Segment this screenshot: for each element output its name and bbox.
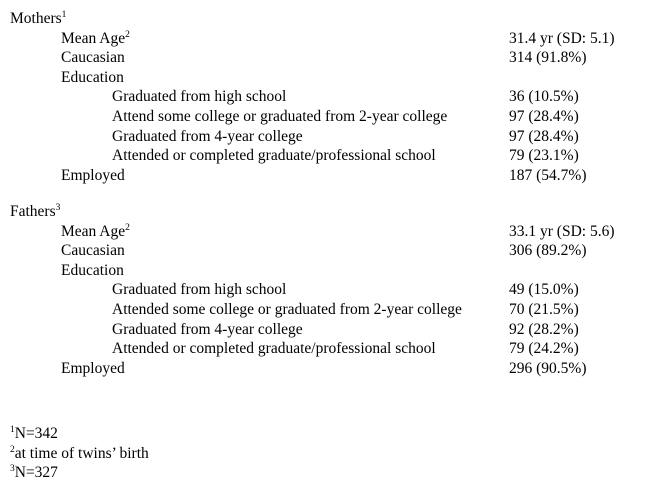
footnote-marker: 3	[55, 202, 61, 213]
row-value: 36 (10.5%)	[509, 88, 579, 106]
section-header-text: Fathers	[10, 202, 56, 220]
row-label: Employed	[61, 359, 125, 377]
row-value: 49 (15.0%)	[509, 281, 579, 299]
row-value: 296 (90.5%)	[509, 359, 587, 377]
table-row	[112, 107, 447, 127]
table-row	[112, 146, 436, 166]
table-row	[61, 222, 130, 242]
footnote-marker: 2	[125, 29, 130, 40]
section-header	[10, 202, 60, 222]
footnote-text: N=327	[14, 464, 58, 482]
section-header	[10, 9, 66, 29]
row-value: 33.1 yr (SD: 5.6)	[509, 222, 615, 240]
row-label: Caucasian	[61, 49, 125, 67]
table-row	[112, 339, 436, 359]
table-row	[61, 359, 125, 379]
row-value: 70 (21.5%)	[509, 300, 579, 318]
footnote-marker: 2	[10, 444, 15, 455]
row-value: 187 (54.7%)	[509, 166, 587, 184]
row-label: Graduated from high school	[112, 88, 287, 106]
table-row	[61, 29, 130, 49]
table-row	[61, 241, 125, 261]
section-header-text: Mothers	[10, 10, 62, 27]
row-label: Attended or completed graduate/professional school	[112, 340, 436, 358]
row-value: 31.4 yr (SD: 5.1)	[509, 29, 615, 47]
row-label: Graduated from 4-year college	[112, 127, 303, 145]
footnote-text: at time of twins’ birth	[14, 444, 149, 462]
table-row	[112, 300, 462, 320]
row-label: Mean Age	[61, 29, 126, 47]
footnote-marker: 2	[125, 222, 130, 233]
table-row	[61, 261, 124, 281]
row-label: Attended some college or graduated from 2-year college	[112, 300, 462, 318]
row-label: Graduated from high school	[112, 281, 287, 299]
row-value: 306 (89.2%)	[509, 242, 587, 260]
footnote-marker: 3	[10, 464, 15, 475]
row-value: 79 (24.2%)	[509, 340, 579, 358]
footnote-marker: 1	[10, 425, 15, 435]
row-label: Attend some college or graduated from 2-year college	[112, 108, 448, 125]
footnote-marker: 1	[61, 10, 67, 20]
row-value: 79 (23.1%)	[509, 147, 579, 165]
footnote	[10, 463, 58, 483]
row-label: Attended or completed graduate/professional school	[112, 147, 436, 165]
row-label: Education	[61, 68, 124, 86]
table-row	[112, 280, 286, 300]
row-value: 92 (28.2%)	[509, 320, 579, 338]
table-row	[112, 320, 303, 340]
row-label: Education	[61, 261, 124, 279]
row-label: Graduated from 4-year college	[112, 320, 303, 338]
row-label: Mean Age	[61, 222, 126, 240]
row-value: 97 (28.4%)	[509, 127, 579, 145]
footnote	[10, 444, 149, 464]
table-row	[61, 166, 125, 186]
footnote-text: N=342	[14, 425, 58, 442]
table-row	[61, 48, 125, 68]
table-row	[61, 68, 124, 88]
row-label: Employed	[61, 166, 125, 184]
row-label: Caucasian	[61, 242, 125, 260]
row-value: 97 (28.4%)	[509, 108, 579, 125]
footnote	[10, 424, 58, 444]
table-row	[112, 127, 303, 147]
table-row	[112, 87, 286, 107]
row-value: 314 (91.8%)	[509, 49, 587, 67]
